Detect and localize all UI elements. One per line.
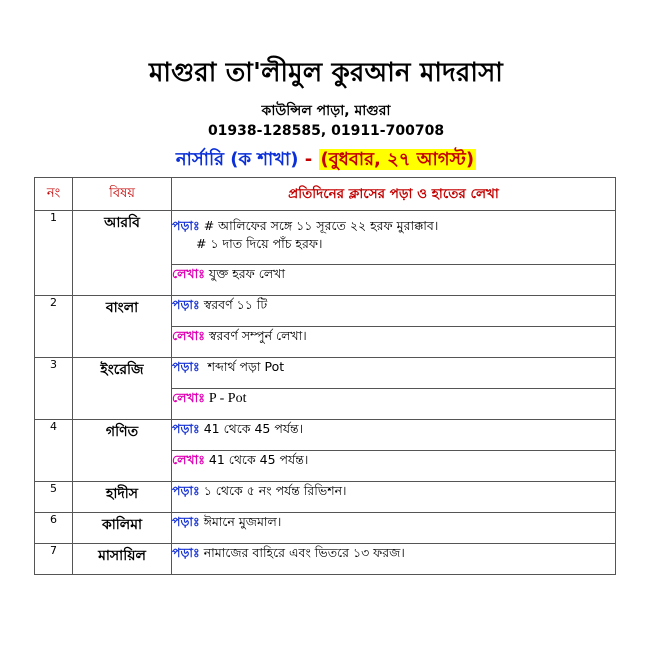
read-text: ঈমানে মুজমাল। (203, 514, 282, 529)
read-label: পড়াঃ (172, 297, 200, 312)
row-number: 2 (35, 296, 73, 358)
table-row (35, 482, 616, 513)
column-header-description: প্রতিদিনের ক্লাসের পড়া ও হাতের লেখা (172, 178, 616, 211)
read-label: পড়াঃ (172, 514, 200, 529)
contact-phones: 01938-128585, 01911-700708 (207, 123, 445, 139)
read-label: পড়াঃ (172, 359, 200, 374)
write-label: লেখাঃ (172, 452, 205, 467)
write-cell (172, 265, 616, 296)
read-label: পড়াঃ (172, 545, 200, 560)
class-name: নার্সারি (ক শাখা) (175, 149, 299, 170)
write-text: 41 থেকে 45 পর্যন্ত। (208, 452, 309, 467)
write-cell (172, 451, 616, 482)
table-header-row (35, 178, 616, 211)
read-label: পড়াঃ (172, 218, 200, 233)
read-label: পড়াঃ (172, 421, 200, 436)
read-cell (172, 513, 616, 544)
row-number: 1 (35, 211, 73, 296)
read-text: স্বরবর্ণ ১১ টি (203, 297, 268, 312)
row-subject: কালিমা (73, 513, 172, 544)
row-subject: গণিত (73, 420, 172, 482)
write-text: স্বরবর্ণ সম্পুর্ন লেখা। (208, 328, 307, 343)
class-heading (0, 145, 652, 176)
routine-table (34, 177, 616, 575)
read-text-2: # ১ দাত দিয়ে পাঁচ হরফ। (196, 236, 323, 251)
row-number: 5 (35, 482, 73, 513)
madrasa-address: কাউন্সিল পাড়া, মাগুরা (261, 103, 391, 119)
read-text: 41 থেকে 45 পর্যন্ত। (203, 421, 304, 436)
row-subject: আরবি (73, 211, 172, 296)
table-row (35, 358, 616, 389)
table-row (35, 420, 616, 451)
write-label: লেখাঃ (172, 266, 205, 281)
heading-separator: - (298, 149, 319, 170)
table-row (35, 296, 616, 327)
write-label: লেখাঃ (172, 390, 205, 405)
read-text: নামাজের বাহিরে এবং ভিতরে ১৩ ফরজ। (203, 545, 405, 560)
read-cell (172, 296, 616, 327)
write-text: যুক্ত হরফ লেখা (208, 266, 285, 281)
column-header-no: নং (35, 178, 73, 211)
row-subject: হাদীস (73, 482, 172, 513)
table-row (35, 544, 616, 575)
madrasa-title: মাগুরা তা'লীমুল কুরআন মাদরাসা (149, 58, 503, 88)
read-cell (172, 358, 616, 389)
row-number: 4 (35, 420, 73, 482)
write-label: লেখাঃ (172, 328, 205, 343)
row-number: 3 (35, 358, 73, 420)
read-cell (172, 544, 616, 575)
row-subject: মাসায়িল (73, 544, 172, 575)
write-cell (172, 327, 616, 358)
read-text: শব্দার্থ পড়া Pot (203, 359, 285, 374)
row-subject: বাংলা (73, 296, 172, 358)
read-cell (172, 211, 616, 265)
row-number: 6 (35, 513, 73, 544)
row-subject: ইংরেজি (73, 358, 172, 420)
read-text: # আলিফের সঙ্গে ১১ সূরতে ২২ হরফ মুরাক্কাব। (203, 218, 439, 233)
write-text: P - Pot (208, 391, 247, 406)
read-label: পড়াঃ (172, 483, 200, 498)
class-date: (বুধবার, ২৭ আগস্ট) (320, 149, 475, 170)
table-row (35, 211, 616, 265)
read-cell (172, 420, 616, 451)
row-number: 7 (35, 544, 73, 575)
read-cell (172, 482, 616, 513)
read-text: ১ থেকে ৫ নং পর্যন্ত রিভিশন। (203, 483, 347, 498)
table-row (35, 513, 616, 544)
write-cell (172, 389, 616, 420)
column-header-subject: বিষয় (73, 178, 172, 211)
